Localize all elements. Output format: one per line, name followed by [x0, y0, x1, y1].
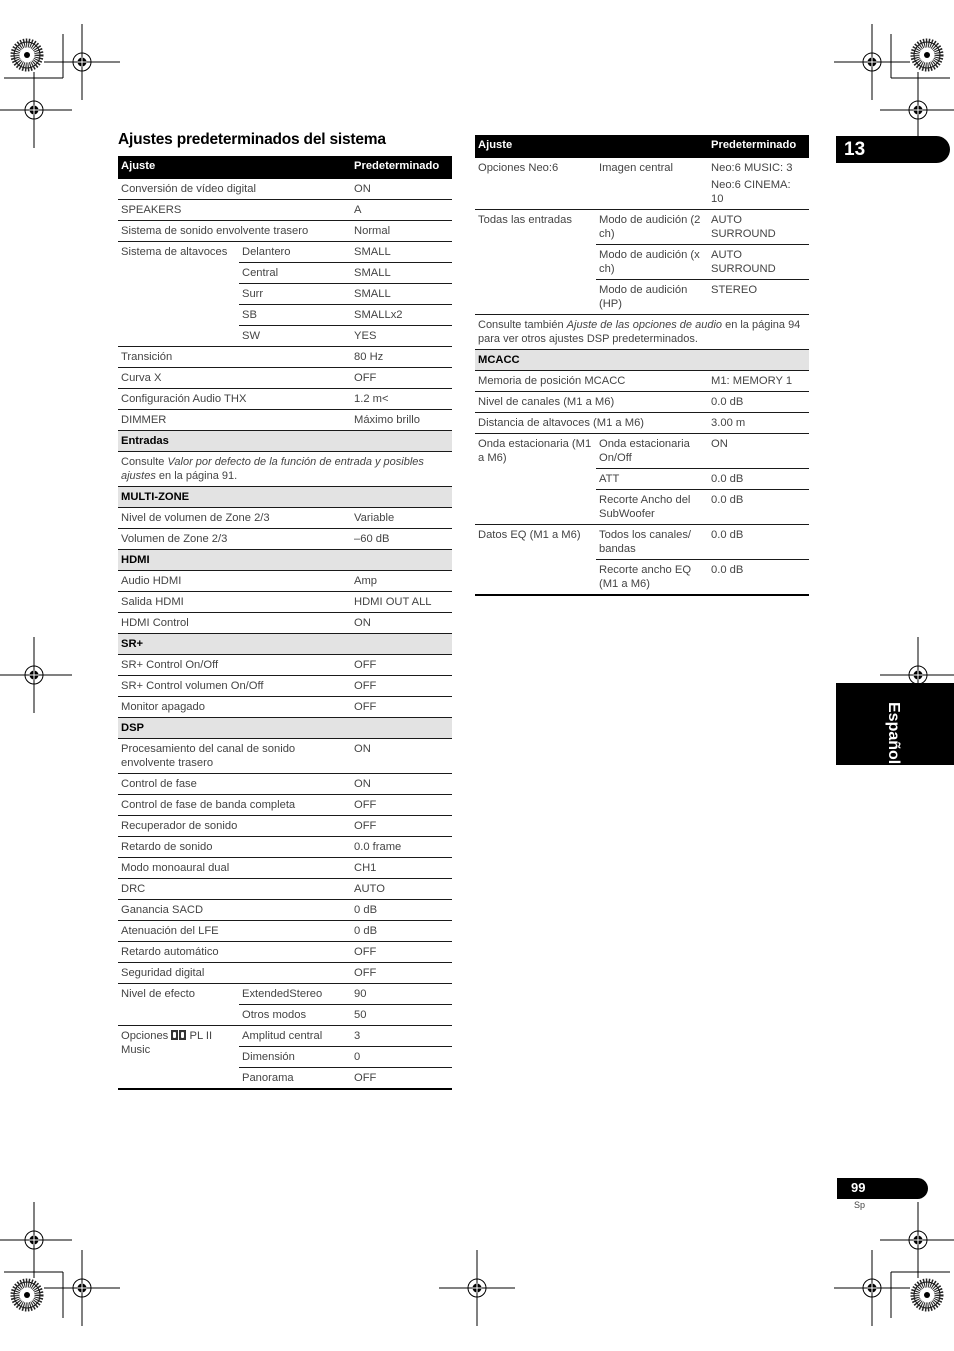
setting-cell: SR+ Control On/Off: [118, 655, 351, 676]
table-row: [475, 525, 809, 560]
default-cell: OFF: [351, 697, 452, 718]
setting-cell: Memoria de posición MCACC: [475, 371, 708, 392]
section-header-mcacc: [475, 350, 809, 371]
chapter-number: 13: [844, 139, 866, 160]
table-row: [118, 221, 452, 242]
note-reference: Valor por defecto de la función de entrada y posibles ajustes: [121, 456, 424, 482]
default-cell: OFF: [351, 676, 452, 697]
default-line: Neo:6 MUSIC: 3: [711, 162, 793, 174]
setting-cell: Retardo automático: [118, 942, 351, 963]
subsetting-cell: Modo de audición (HP): [596, 280, 708, 315]
settings-table: [118, 156, 452, 1090]
section-label: MULTI-ZONE: [118, 487, 452, 508]
note-text: Consulte también: [478, 319, 567, 331]
default-cell: STEREO: [708, 280, 809, 315]
default-cell: 0.0 dB: [708, 392, 809, 413]
default-cell: HDMI OUT ALL: [351, 592, 452, 613]
page-suffix: Sp: [854, 1200, 866, 1210]
subsetting-cell: Todos los canales/ bandas: [596, 525, 708, 560]
page-title: Ajustes predeterminados del sistema: [118, 131, 386, 148]
subsetting-cell: Modo de audición (x ch): [596, 245, 708, 280]
subsetting-cell: Onda estacionaria On/Off: [596, 434, 708, 469]
table-row: [118, 347, 452, 368]
default-cell: ON: [351, 179, 452, 200]
setting-cell: DRC: [118, 879, 351, 900]
header-default: Predeterminado: [351, 156, 452, 179]
subsetting-cell: Otros modos: [239, 1005, 351, 1026]
section-label: SR+: [118, 634, 452, 655]
subsetting-cell: Dimensión: [239, 1047, 351, 1068]
note-text: en la página 91.: [155, 470, 238, 482]
section-header-dsp: [118, 718, 452, 739]
setting-cell: Control de fase de banda completa: [118, 795, 351, 816]
setting-cell: Recuperador de sonido: [118, 816, 351, 837]
subsetting-cell: Panorama: [239, 1068, 351, 1090]
default-cell: ON: [708, 434, 809, 469]
default-cell: OFF: [351, 816, 452, 837]
table-header: [118, 156, 452, 179]
section-label: DSP: [118, 718, 452, 739]
default-cell: OFF: [351, 1068, 452, 1090]
system-defaults-table-right: [475, 135, 809, 596]
table-row: [118, 368, 452, 389]
table-row: [475, 158, 809, 210]
table-row: [118, 1026, 452, 1047]
setting-cell: Control de fase: [118, 774, 351, 795]
default-cell: AUTO SURROUND: [708, 245, 809, 280]
setting-cell: Onda estacionaria (M1 a M6): [475, 434, 596, 525]
subsetting-cell: ExtendedStereo: [239, 984, 351, 1005]
table-row: [118, 242, 452, 263]
setting-cell: Sistema de sonido envolvente trasero: [118, 221, 351, 242]
default-line: Neo:6 CINEMA: 10: [711, 179, 791, 205]
subsetting-cell: Delantero: [239, 242, 351, 263]
subsetting-cell: Amplitud central: [239, 1026, 351, 1047]
setting-cell: Modo monoaural dual: [118, 858, 351, 879]
default-cell: OFF: [351, 655, 452, 676]
setting-cell: Sistema de altavoces: [118, 242, 239, 347]
table-row: [118, 410, 452, 431]
default-cell: [708, 158, 809, 210]
default-cell: OFF: [351, 963, 452, 984]
setting-text: Opciones: [121, 1030, 172, 1042]
default-cell: OFF: [351, 368, 452, 389]
default-cell: SMALL: [351, 284, 452, 305]
setting-text: PL II Music: [121, 1030, 213, 1056]
setting-cell: Configuración Audio THX: [118, 389, 351, 410]
default-cell: YES: [351, 326, 452, 347]
table-row: [118, 942, 452, 963]
note-text: en la página 94 para ver otros ajustes DSP predeterminados.: [478, 319, 801, 345]
default-cell: OFF: [351, 795, 452, 816]
setting-cell: SPEAKERS: [118, 200, 351, 221]
setting-cell: Salida HDMI: [118, 592, 351, 613]
note-reference: Ajuste de las opciones de audio: [566, 319, 723, 331]
setting-cell: Monitor apagado: [118, 697, 351, 718]
subsetting-cell: Central: [239, 263, 351, 284]
table-row: [118, 921, 452, 942]
subsetting-cell: ATT: [596, 469, 708, 490]
setting-cell: HDMI Control: [118, 613, 351, 634]
setting-cell: Atenuación del LFE: [118, 921, 351, 942]
table-header: [475, 135, 809, 158]
language-label: Español: [885, 702, 902, 765]
header-setting: Ajuste: [118, 156, 351, 179]
table-row: [118, 697, 452, 718]
default-cell: SMALLx2: [351, 305, 452, 326]
default-cell: 1.2 m<: [351, 389, 452, 410]
language-tab: [836, 683, 954, 765]
subsetting-cell: SB: [239, 305, 351, 326]
table-row: [118, 592, 452, 613]
default-cell: –60 dB: [351, 529, 452, 550]
setting-cell: Procesamiento del canal de sonido envolvente trasero: [118, 739, 351, 774]
header-setting: Ajuste: [475, 135, 708, 158]
subsetting-cell: SW: [239, 326, 351, 347]
header-default: Predeterminado: [708, 135, 809, 158]
setting-cell: Distancia de altavoces (M1 a M6): [475, 413, 708, 434]
setting-cell: Nivel de efecto: [118, 984, 239, 1026]
default-cell: 0 dB: [351, 921, 452, 942]
default-cell: 3.00 m: [708, 413, 809, 434]
setting-cell: Volumen de Zone 2/3: [118, 529, 351, 550]
default-cell: 50: [351, 1005, 452, 1026]
setting-cell: Todas las entradas: [475, 210, 596, 315]
default-cell: SMALL: [351, 263, 452, 284]
page-number-badge: [837, 1178, 928, 1199]
table-row: [118, 739, 452, 774]
default-cell: 0.0 dB: [708, 560, 809, 596]
table-row: [118, 179, 452, 200]
table-row: [118, 816, 452, 837]
setting-cell: DIMMER: [118, 410, 351, 431]
setting-cell: SR+ Control volumen On/Off: [118, 676, 351, 697]
default-cell: 0.0 dB: [708, 490, 809, 525]
note-row: [118, 452, 452, 487]
default-cell: SMALL: [351, 242, 452, 263]
section-label: HDMI: [118, 550, 452, 571]
section-header-entradas: [118, 431, 452, 452]
table-row: [118, 795, 452, 816]
table-row: [118, 676, 452, 697]
section-header-multizone: [118, 487, 452, 508]
default-cell: Amp: [351, 571, 452, 592]
default-cell: 80 Hz: [351, 347, 452, 368]
table-row: [118, 858, 452, 879]
subsetting-cell: Modo de audición (2 ch): [596, 210, 708, 245]
subsetting-cell: Imagen central: [596, 158, 708, 210]
table-row: [118, 774, 452, 795]
subsetting-cell: Recorte Ancho del SubWoofer: [596, 490, 708, 525]
table-row: [475, 210, 809, 245]
table-row: [118, 963, 452, 984]
note-row: [475, 315, 809, 350]
default-cell: 90: [351, 984, 452, 1005]
settings-table: [475, 135, 809, 596]
table-row: [118, 389, 452, 410]
section-label: Entradas: [118, 431, 452, 452]
default-cell: Normal: [351, 221, 452, 242]
table-row: [118, 837, 452, 858]
table-row: [118, 655, 452, 676]
table-row: [118, 613, 452, 634]
section-label: MCACC: [475, 350, 809, 371]
table-row: [475, 371, 809, 392]
note-cell: [118, 452, 452, 487]
default-cell: AUTO: [351, 879, 452, 900]
note-cell: [475, 315, 809, 350]
table-row: [118, 571, 452, 592]
setting-cell: Nivel de canales (M1 a M6): [475, 392, 708, 413]
default-cell: 0.0 dB: [708, 469, 809, 490]
subsetting-cell: Recorte ancho EQ (M1 a M6): [596, 560, 708, 596]
table-row: [118, 529, 452, 550]
default-cell: M1: MEMORY 1: [708, 371, 809, 392]
subsetting-cell: Surr: [239, 284, 351, 305]
setting-cell: Ganancia SACD: [118, 900, 351, 921]
table-row: [475, 392, 809, 413]
setting-cell: Seguridad digital: [118, 963, 351, 984]
setting-cell: [118, 1026, 239, 1090]
setting-cell: Nivel de volumen de Zone 2/3: [118, 508, 351, 529]
setting-cell: Retardo de sonido: [118, 837, 351, 858]
table-row: [475, 434, 809, 469]
setting-cell: Audio HDMI: [118, 571, 351, 592]
default-cell: 0.0 frame: [351, 837, 452, 858]
default-cell: Máximo brillo: [351, 410, 452, 431]
setting-cell: Curva X: [118, 368, 351, 389]
default-cell: ON: [351, 774, 452, 795]
table-row: [118, 984, 452, 1005]
default-cell: CH1: [351, 858, 452, 879]
default-cell: ON: [351, 739, 452, 774]
table-row: [475, 413, 809, 434]
setting-cell: Opciones Neo:6: [475, 158, 596, 210]
default-cell: AUTO SURROUND: [708, 210, 809, 245]
default-cell: OFF: [351, 942, 452, 963]
default-cell: 3: [351, 1026, 452, 1047]
table-row: [118, 900, 452, 921]
default-cell: 0.0 dB: [708, 525, 809, 560]
default-cell: 0 dB: [351, 900, 452, 921]
section-header-srplus: [118, 634, 452, 655]
setting-cell: Conversión de vídeo digital: [118, 179, 351, 200]
default-cell: ON: [351, 613, 452, 634]
note-text: Consulte: [121, 456, 168, 468]
default-cell: Variable: [351, 508, 452, 529]
system-defaults-table-left: [118, 156, 452, 1090]
table-row: [118, 508, 452, 529]
page-number: 99: [851, 1180, 866, 1195]
table-row: [118, 200, 452, 221]
dolby-logo-icon: [171, 1030, 186, 1040]
setting-cell: Datos EQ (M1 a M6): [475, 525, 596, 596]
table-row: [118, 879, 452, 900]
setting-cell: Transición: [118, 347, 351, 368]
default-cell: A: [351, 200, 452, 221]
section-header-hdmi: [118, 550, 452, 571]
chapter-tab: [836, 136, 950, 163]
default-cell: 0: [351, 1047, 452, 1068]
